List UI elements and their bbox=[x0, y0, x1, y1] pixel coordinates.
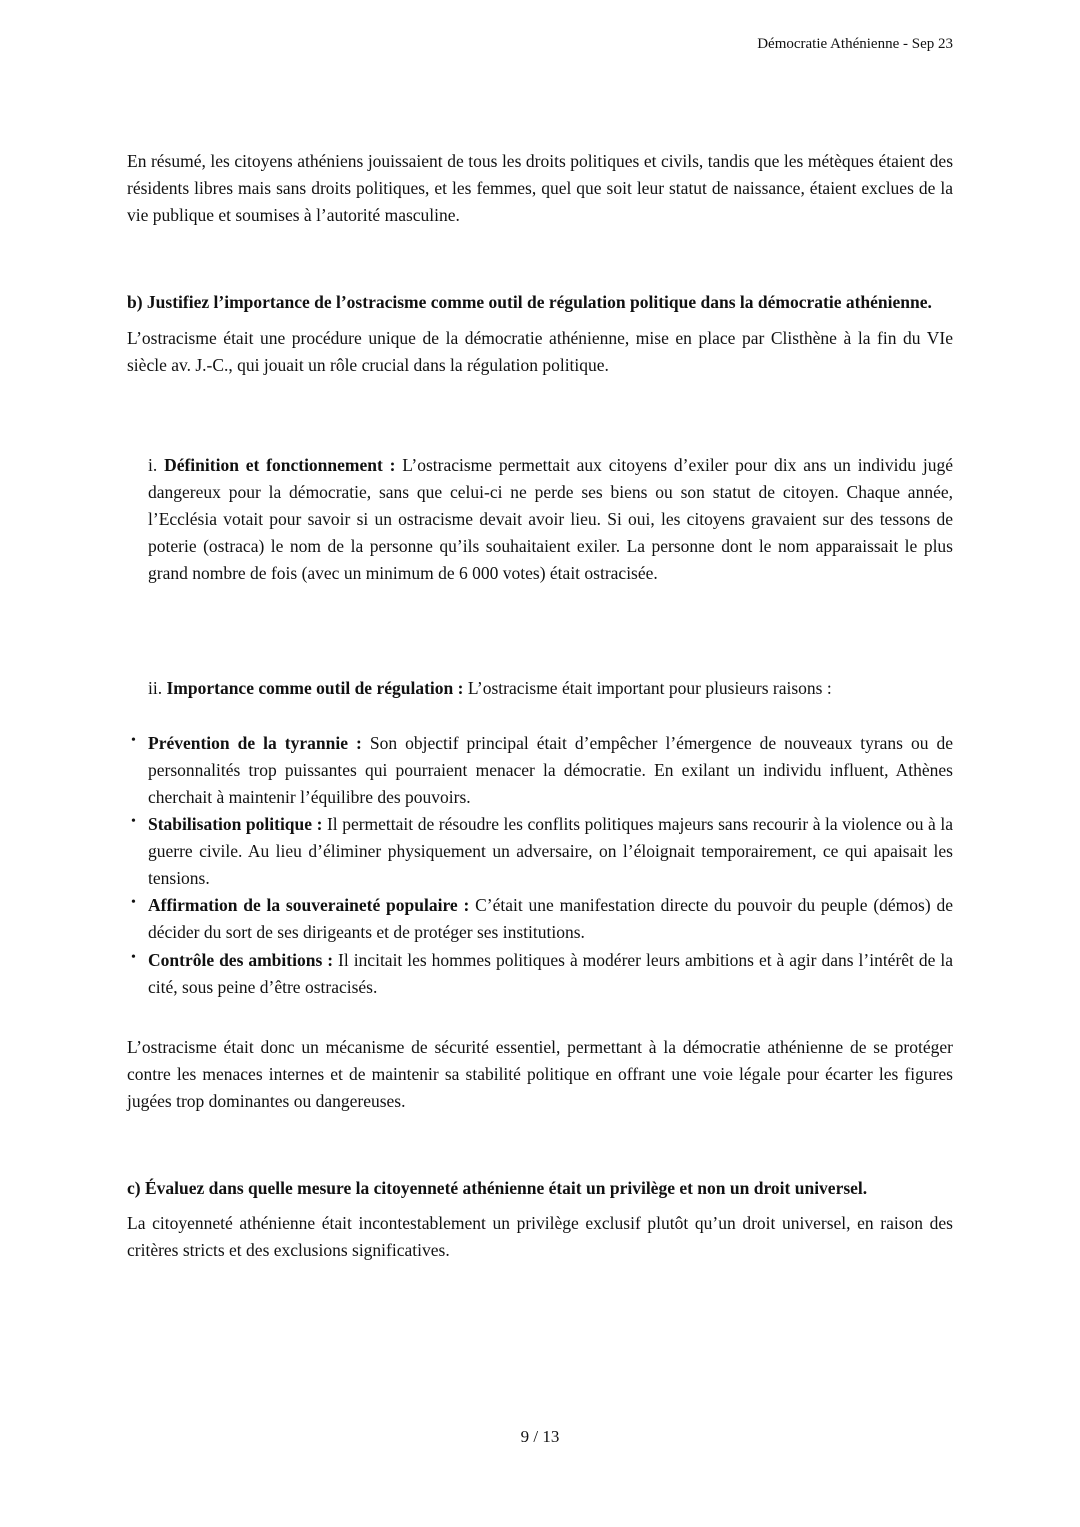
regulation-bullet-list bbox=[127, 730, 953, 1001]
section-b-intro: L’ostracisme était une procédure unique de la démocratie athénienne, mise en place par Clisthène à la fin du VIe siècle av. J.-C., qui jouait un rôle crucial dans la régulation politique. bbox=[127, 327, 953, 375]
bullet-icon: • bbox=[131, 895, 136, 911]
bullet-text: Il permettait de résoudre les conflits politiques majeurs sans recourir à la violence ou à la guerre civile. Au lieu d’éliminer physiquement un adversaire, on l’éloignait temporairement, ce qui apaisait les tensions. bbox=[148, 813, 953, 889]
list-item bbox=[127, 730, 953, 811]
bullet-icon: • bbox=[131, 949, 136, 965]
bullet-icon: • bbox=[131, 813, 136, 829]
running-header: Démocratie Athénienne - Sep 23 bbox=[757, 36, 953, 52]
section-c-heading: c) Évaluez dans quelle mesure la citoyenneté athénienne était un privilège et non un droit universel. bbox=[127, 1178, 868, 1199]
bullet-lead: Contrôle des ambitions : bbox=[148, 949, 334, 970]
list-item bbox=[127, 892, 953, 946]
page-number: 9 / 13 bbox=[520, 1427, 560, 1446]
section-c-intro: La citoyenneté athénienne était incontestablement un privilège exclusif plutôt qu’un droit universel, en raison des critères stricts et des exclusions significatives. bbox=[127, 1213, 953, 1261]
section-b-heading: b) Justifiez l’importance de l’ostracisme comme outil de régulation politique dans la démocratie athénienne. bbox=[127, 292, 932, 313]
page-content bbox=[127, 148, 953, 1265]
section-b-conclusion: L’ostracisme était donc un mécanisme de sécurité essentiel, permettant à la démocratie athénienne de se protéger contre les menaces internes et de maintenir sa stabilité politique en offrant une voie légale pour écarter les figures jugées trop dominantes ou dangereuses. bbox=[127, 1036, 953, 1111]
intro-paragraph: En résumé, les citoyens athéniens jouissaient de tous les droits politiques et civils, tandis que les métèques étaient des résidents libres mais sans droits politiques, et les femmes, quel que soit leur statut de naissance, étaient exclues de la vie publique et soumises à l’autorité masculine. bbox=[127, 151, 953, 226]
bullet-lead: Prévention de la tyrannie : bbox=[148, 732, 362, 753]
bullet-text: Son objectif principal était d’empêcher l’émergence de nouveaux tyrans ou de personnalités trop puissantes qui pourraient menacer la démocratie. En exilant un individu influent, Athènes cherchait à maintenir l’équilibre des pouvoirs. bbox=[148, 732, 954, 807]
definition-item bbox=[148, 452, 953, 588]
definition-item-text: L’ostracisme permettait aux citoyens d’exiler pour dix ans un individu jugé dangereux pour la démocratie, sans que celui-ci ne perde ses biens ou son statut de citoyen. Chaque année, l’Ecclésia votait pour savoir si un ostracisme devait avoir lieu. Si oui, les citoyens gravaient sur des tessons de poterie (ostraca) le nom de la personne qu’ils souhaitaient exiler. La personne dont le nom apparaissait le plus grand nombre de fois (avec un minimum de 6 000 votes) était ostracisée. bbox=[148, 454, 953, 584]
importance-item-numeral: ii. bbox=[148, 678, 167, 699]
bullet-icon: • bbox=[131, 732, 136, 748]
importance-item-text: L’ostracisme était important pour plusieurs raisons : bbox=[463, 678, 832, 699]
bullet-text: Il incitait les hommes politiques à modérer leurs ambitions et à agir dans l’intérêt de la cité, sous peine d’être ostracisés. bbox=[148, 949, 953, 997]
definition-item-numeral: i. bbox=[148, 454, 165, 475]
bullet-text: C’était une manifestation directe du pouvoir du peuple (démos) de décider du sort de ses dirigeants et de protéger ses institutions. bbox=[148, 895, 953, 943]
definition-item-lead: Définition et fonctionnement : bbox=[164, 454, 396, 475]
bullet-lead: Affirmation de la souveraineté populaire : bbox=[148, 895, 470, 916]
importance-item bbox=[148, 675, 953, 702]
list-item bbox=[127, 811, 953, 892]
bullet-lead: Stabilisation politique : bbox=[148, 813, 323, 834]
list-item bbox=[127, 947, 953, 1001]
importance-item-lead: Importance comme outil de régulation : bbox=[166, 678, 464, 699]
